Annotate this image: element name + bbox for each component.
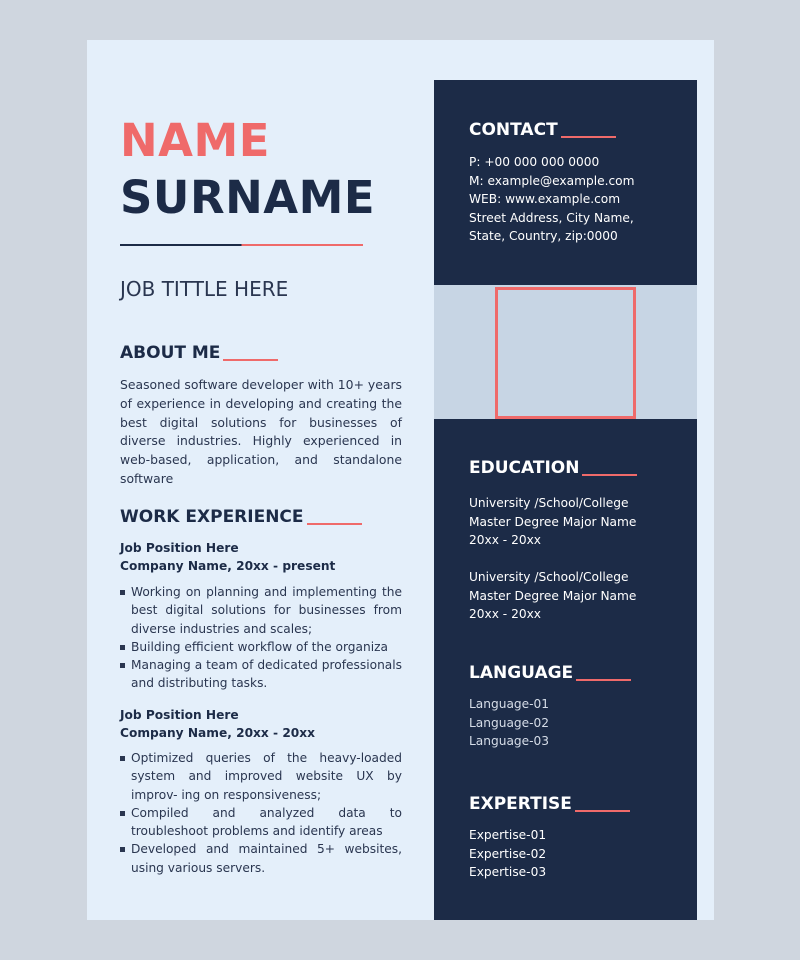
list-item: Language-01	[469, 697, 550, 711]
education-years: 20xx - 20xx	[469, 533, 542, 547]
education-school: University /School/College	[469, 570, 629, 584]
list-item: Compiled and analyzed data to troubleshoot problems and identify areas	[120, 804, 402, 841]
contact-panel	[434, 80, 697, 285]
language-heading-underline	[576, 679, 631, 681]
language-list	[469, 695, 549, 751]
list-item: Building efficient workflow of the organiza	[120, 638, 402, 656]
contact-details	[469, 153, 635, 246]
education-entry-1	[469, 494, 636, 550]
job-title: JOB TITTLE HERE	[120, 277, 289, 301]
contact-heading-underline	[561, 136, 616, 138]
contact-heading-text: CONTACT	[469, 120, 558, 140]
work-heading-underline	[307, 523, 362, 525]
expertise-list	[469, 826, 546, 882]
resume-page	[87, 40, 714, 920]
about-text: Seasoned software developer with 10+ years of experience in developing and creating the best digital solutions for businesses of diverse industries. Highly experienced in web-based, application, and standalone software	[120, 377, 402, 486]
list-item: Managing a team of dedicated professionals and distributing tasks.	[120, 656, 402, 693]
education-degree: Master Degree Major Name	[469, 588, 637, 603]
job-2-position: Job Position Here	[120, 708, 239, 722]
education-heading-underline	[582, 474, 637, 476]
about-heading-text: ABOUT ME	[120, 343, 221, 363]
list-item: Expertise-01	[469, 828, 547, 842]
education-heading	[469, 458, 637, 478]
list-item: Working on planning and implementing the best digital solutions for businesses from diverse industries and scales;	[120, 583, 402, 638]
about-heading-underline	[223, 359, 278, 361]
job-2-bullets	[120, 749, 402, 877]
list-item: Optimized queries of the heavy-loaded system and improved website UX by improv- ing on responsiveness;	[120, 749, 402, 804]
list-item: Language-02	[469, 715, 550, 730]
list-item: Expertise-03	[469, 865, 547, 879]
list-item: Developed and maintained 5+ websites, using various servers.	[120, 840, 402, 877]
photo-band	[434, 285, 697, 419]
last-name: SURNAME	[120, 171, 376, 224]
list-item: Language-03	[469, 734, 550, 748]
first-name: NAME	[120, 114, 271, 167]
contact-email: M: example@example.com	[469, 173, 635, 188]
contact-address-2: State, Country, zip:0000	[469, 229, 618, 243]
language-heading-text: LANGUAGE	[469, 663, 574, 683]
work-heading	[120, 507, 362, 527]
job-1-position: Job Position Here	[120, 541, 239, 555]
contact-web: WEB: www.example.com	[469, 192, 621, 206]
job-1-company: Company Name, 20xx - present	[120, 559, 336, 573]
contact-address-1: Street Address, City Name,	[469, 210, 634, 225]
about-heading	[120, 343, 278, 363]
list-item: Expertise-02	[469, 846, 547, 861]
language-heading	[469, 663, 631, 683]
education-heading-text: EDUCATION	[469, 458, 580, 478]
details-panel	[434, 419, 697, 920]
education-school: University /School/College	[469, 496, 629, 510]
expertise-heading-text: EXPERTISE	[469, 794, 572, 814]
name-divider	[120, 244, 363, 246]
work-heading-text: WORK EXPERIENCE	[120, 507, 304, 527]
contact-heading	[469, 120, 616, 140]
profile-photo-placeholder	[495, 287, 636, 419]
expertise-heading-underline	[575, 810, 630, 812]
expertise-heading	[469, 794, 630, 814]
education-entry-2	[469, 568, 636, 624]
job-2-company: Company Name, 20xx - 20xx	[120, 726, 315, 740]
job-1-bullets	[120, 583, 402, 693]
education-degree: Master Degree Major Name	[469, 514, 637, 529]
contact-phone: P: +00 000 000 0000	[469, 155, 600, 169]
education-years: 20xx - 20xx	[469, 607, 542, 621]
